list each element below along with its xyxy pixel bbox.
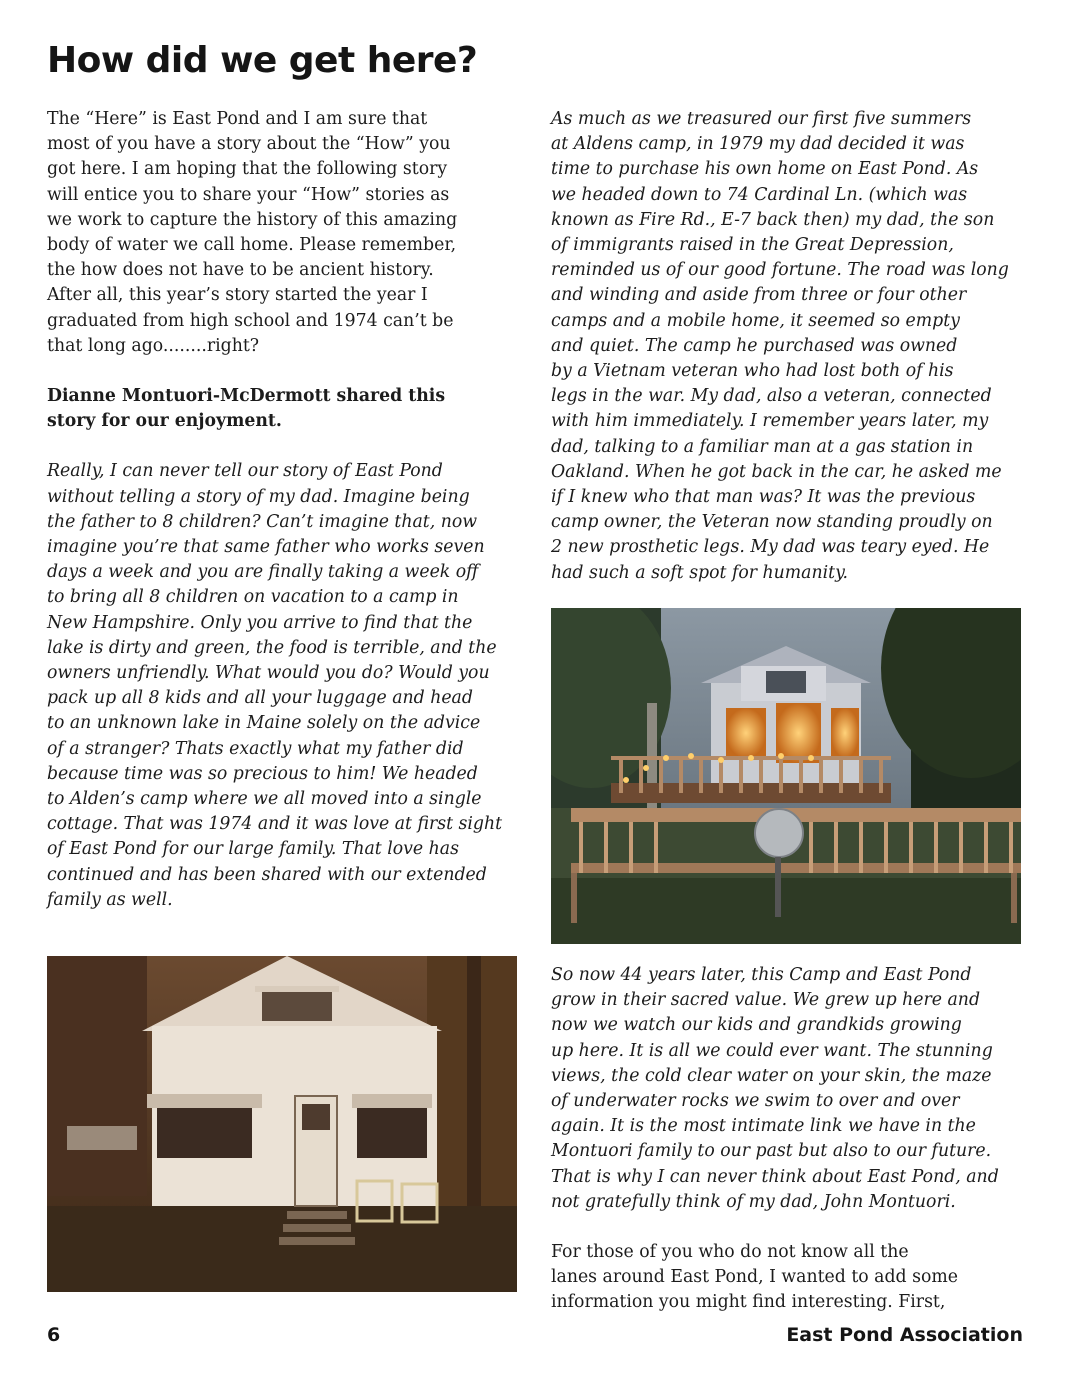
text-line: The “Here” is East Pond and I am sure that — [47, 109, 428, 129]
article-title: How did we get here? — [47, 40, 478, 81]
text-line: at Aldens camp, in 1979 my dad decided it was — [551, 134, 965, 155]
text-line: to Alden’s camp where we all moved into a single — [47, 789, 482, 810]
text-line: time to purchase his own home on East Pond. As — [551, 159, 979, 180]
intro-paragraph — [47, 107, 527, 359]
text-line: now we watch our kids and grandkids growing — [551, 1015, 962, 1036]
text-line: That is why I can never think about East Pond, and — [551, 1166, 999, 1187]
text-line: with him immediately. I remember years later, my — [551, 411, 989, 432]
text-line: we work to capture the history of this amazing — [47, 209, 458, 230]
text-line: of a stranger? Thats exactly what my father did — [47, 738, 464, 759]
text-line: most of you have a story about the “How” you — [47, 134, 451, 155]
text-line: to bring all 8 children on vacation to a camp in — [47, 587, 459, 608]
story-paragraph-3 — [551, 963, 1031, 1215]
text-line: After all, this year’s story started the year I — [47, 285, 428, 306]
text-line: camps and a mobile home, it seemed so empty — [551, 310, 960, 331]
text-line: not gratefully think of my dad, John Montuori. — [551, 1191, 956, 1212]
text-line: lake is dirty and green, the food is terrible, and the — [47, 637, 497, 658]
text-line: and winding and aside from three or four other — [551, 285, 967, 306]
camp-old-photo — [47, 956, 517, 1292]
text-line: of underwater rocks we swim to over and over — [551, 1091, 960, 1112]
text-line: legs in the war. My dad, also a veteran, connected — [551, 386, 992, 407]
left-column — [47, 107, 527, 913]
text-line: information you might find interesting. First, — [551, 1292, 946, 1313]
text-line: of East Pond for our large family. That love has — [47, 839, 459, 860]
camp-night-photo — [551, 608, 1021, 944]
text-line: reminded us of our good fortune. The road was long — [551, 260, 1009, 281]
text-line: again. It is the most intimate link we have in the — [551, 1116, 976, 1137]
text-line: we headed down to 74 Cardinal Ln. (which was — [551, 184, 968, 205]
publication-name: East Pond Association — [786, 1324, 1023, 1346]
text-line: New Hampshire. Only you arrive to find that the — [47, 612, 473, 633]
text-line: graduated from high school and 1974 can’t be — [47, 310, 454, 331]
text-line: cottage. That was 1974 and it was love at first sight — [47, 814, 503, 835]
closing-paragraph — [551, 1240, 1031, 1316]
story-paragraph-2 — [551, 107, 1031, 586]
text-line: known as Fire Rd., E-7 back then) my dad, the son — [551, 209, 995, 230]
text-line: that long ago........right? — [47, 335, 260, 356]
text-line: For those of you who do not know all the — [551, 1242, 909, 1263]
text-line: Dianne Montuori-McDermott shared this — [47, 386, 446, 407]
page-number: 6 — [47, 1324, 61, 1346]
text-line: Montuori family to our past but also to our future. — [551, 1141, 992, 1162]
text-line: dad, talking to a familiar man at a gas station in — [551, 436, 974, 457]
text-line: up here. It is all we could ever want. The stunning — [551, 1040, 993, 1061]
text-line: Really, I can never tell our story of East Pond — [47, 461, 443, 482]
text-line: of immigrants raised in the Great Depression, — [551, 235, 954, 256]
text-line: to an unknown lake in Maine solely on the advice — [47, 713, 481, 734]
text-line: pack up all 8 kids and all your luggage and head — [47, 688, 473, 709]
text-line: because time was so precious to him! We headed — [47, 763, 478, 784]
byline — [47, 384, 527, 434]
text-line: camp owner, the Veteran now standing proudly on — [551, 512, 993, 533]
text-line: So now 44 years later, this Camp and East Pond — [551, 965, 972, 985]
text-line: without telling a story of my dad. Imagine being — [47, 486, 470, 507]
text-line: As much as we treasured our first five summers — [551, 109, 972, 129]
text-line: family as well. — [47, 889, 173, 910]
right-column-top — [551, 107, 1031, 586]
text-line: and quiet. The camp he purchased was owned — [551, 335, 958, 356]
text-line: Oakland. When he got back in the car, he asked me — [551, 461, 1002, 482]
text-line: views, the cold clear water on your skin, the maze — [551, 1065, 992, 1086]
text-line: imagine you’re that same father who works seven — [47, 537, 485, 558]
text-line: the father to 8 children? Can’t imagine that, now — [47, 511, 478, 532]
text-line: continued and has been shared with our extended — [47, 864, 487, 885]
text-line: 2 new prosthetic legs. My dad was teary eyed. He — [551, 537, 990, 558]
text-line: body of water we call home. Please remember, — [47, 235, 457, 256]
text-line: owners unfriendly. What would you do? Would you — [47, 663, 490, 684]
text-line: grow in their sacred value. We grew up here and — [551, 990, 981, 1011]
text-line: days a week and you are finally taking a week off — [47, 562, 479, 583]
text-line: got here. I am hoping that the following story — [47, 159, 448, 180]
text-line: lanes around East Pond, I wanted to add some — [551, 1267, 958, 1288]
text-line: the how does not have to be ancient history. — [47, 260, 434, 281]
text-line: story for our enjoyment. — [47, 411, 282, 432]
right-column-bottom — [551, 963, 1031, 1316]
text-line: if I knew who that man was? It was the previous — [551, 487, 976, 508]
text-line: had such a soft spot for humanity. — [551, 562, 849, 583]
story-paragraph-1 — [47, 459, 527, 913]
text-line: will entice you to share your “How” stories as — [47, 184, 450, 205]
text-line: by a Vietnam veteran who had lost both of his — [551, 361, 954, 382]
